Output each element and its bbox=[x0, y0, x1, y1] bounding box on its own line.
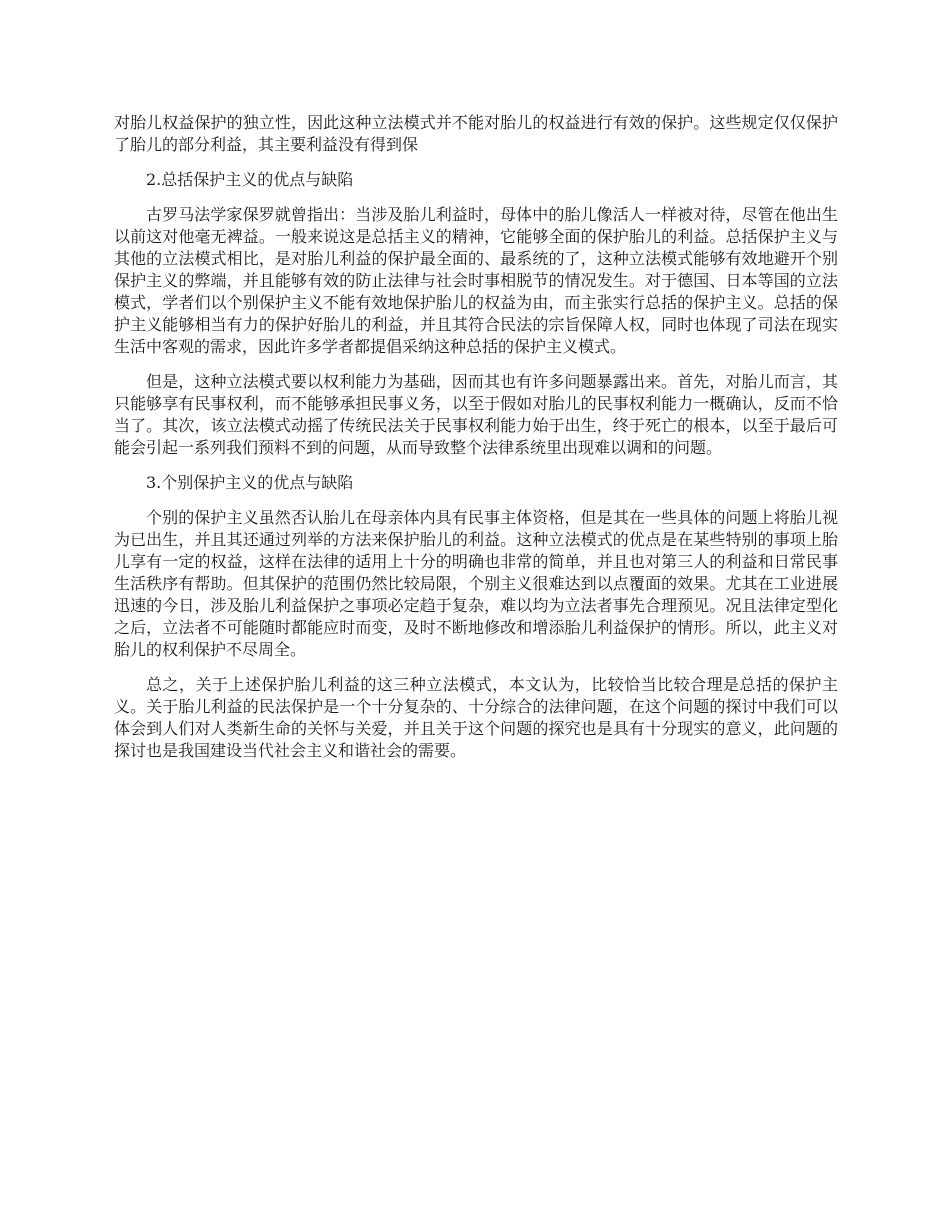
paragraph-general-protection-defects: 但是，这种立法模式要以权利能力为基础，因而其也有许多问题暴露出来。首先，对胎儿而言，其只能够享有民事权利，而不能够承担民事义务，以至于假如对胎儿的民事权利能力一概确认，反而不恰当了。其次，该立法模式动摇了传统民法关于民事权利能力始于出生，终于死亡的根本，以至于最后可能会引起一系列我们预料不到的问题，从而导致整个法律系统里出现难以调和的问题。 bbox=[114, 372, 838, 457]
paragraph-conclusion: 总之，关于上述保护胎儿利益的这三种立法模式，本文认为，比较恰当比较合理是总括的保护主义。关于胎儿利益的民法保护是一个十分复杂的、十分综合的法律问题，在这个问题的探讨中我们可以体会到人们对人类新生命的关怀与关爱，并且关于这个问题的探究也是具有十分现实的意义，此问题的探讨也是我国建设当代社会主义和谐社会的需要。 bbox=[114, 675, 838, 760]
paragraph-continuation: 对胎儿权益保护的独立性，因此这种立法模式并不能对胎儿的权益进行有效的保护。这些规定仅仅保护了胎儿的部分利益，其主要利益没有得到保 bbox=[114, 113, 838, 154]
paragraph-general-protection-merits: 古罗马法学家保罗就曾指出：当涉及胎儿利益时，母体中的胎儿像活人一样被对待，尽管在他出生以前这对他毫无裨益。一般来说这是总括主义的精神，它能够全面的保护胎儿的利益。总括保护主义与其他的立法模式相比，是对胎儿利益的保护最全面的、最系统的了，这种立法模式能够有效地避开个别保护主义的弊端，并且能够有效的防止法律与社会时事相脱节的情况发生。对于德国、日本等国的立法模式，学者们以个别保护主义不能有效地保护胎儿的权益为由，而主张实行总括的保护主义。总括的保护主义能够相当有力的保护好胎儿的利益，并且其符合民法的宗旨保障人权，同时也体现了司法在现实生活中客观的需求，因此许多学者都提倡采纳这种总括的保护主义模式。 bbox=[114, 205, 838, 356]
section-heading-2: 2.总括保护主义的优点与缺陷 bbox=[146, 170, 354, 189]
paragraph-individual-protection: 个别的保护主义虽然否认胎儿在母亲体内具有民事主体资格，但是其在一些具体的问题上将胎儿视为已出生，并且其还通过列举的方法来保护胎儿的利益。这种立法模式的优点是在某些特别的事项上胎儿享有一定的权益，这样在法律的适用上十分的明确也非常的简单，并且也对第三人的利益和日常民事生活秩序有帮助。但其保护的范围仍然比较局限，个别主义很难达到以点覆面的效果。尤其在工业进展迅速的今日，涉及胎儿利益保护之事项必定趋于复杂，难以均为立法者事先合理预见。况且法律定型化之后，立法者不可能随时都能应时而变，及时不断地修改和增添胎儿利益保护的情形。所以，此主义对胎儿的权利保护不尽周全。 bbox=[114, 508, 838, 659]
document-page bbox=[114, 112, 838, 775]
section-heading-3: 3.个别保护主义的优点与缺陷 bbox=[146, 473, 354, 492]
